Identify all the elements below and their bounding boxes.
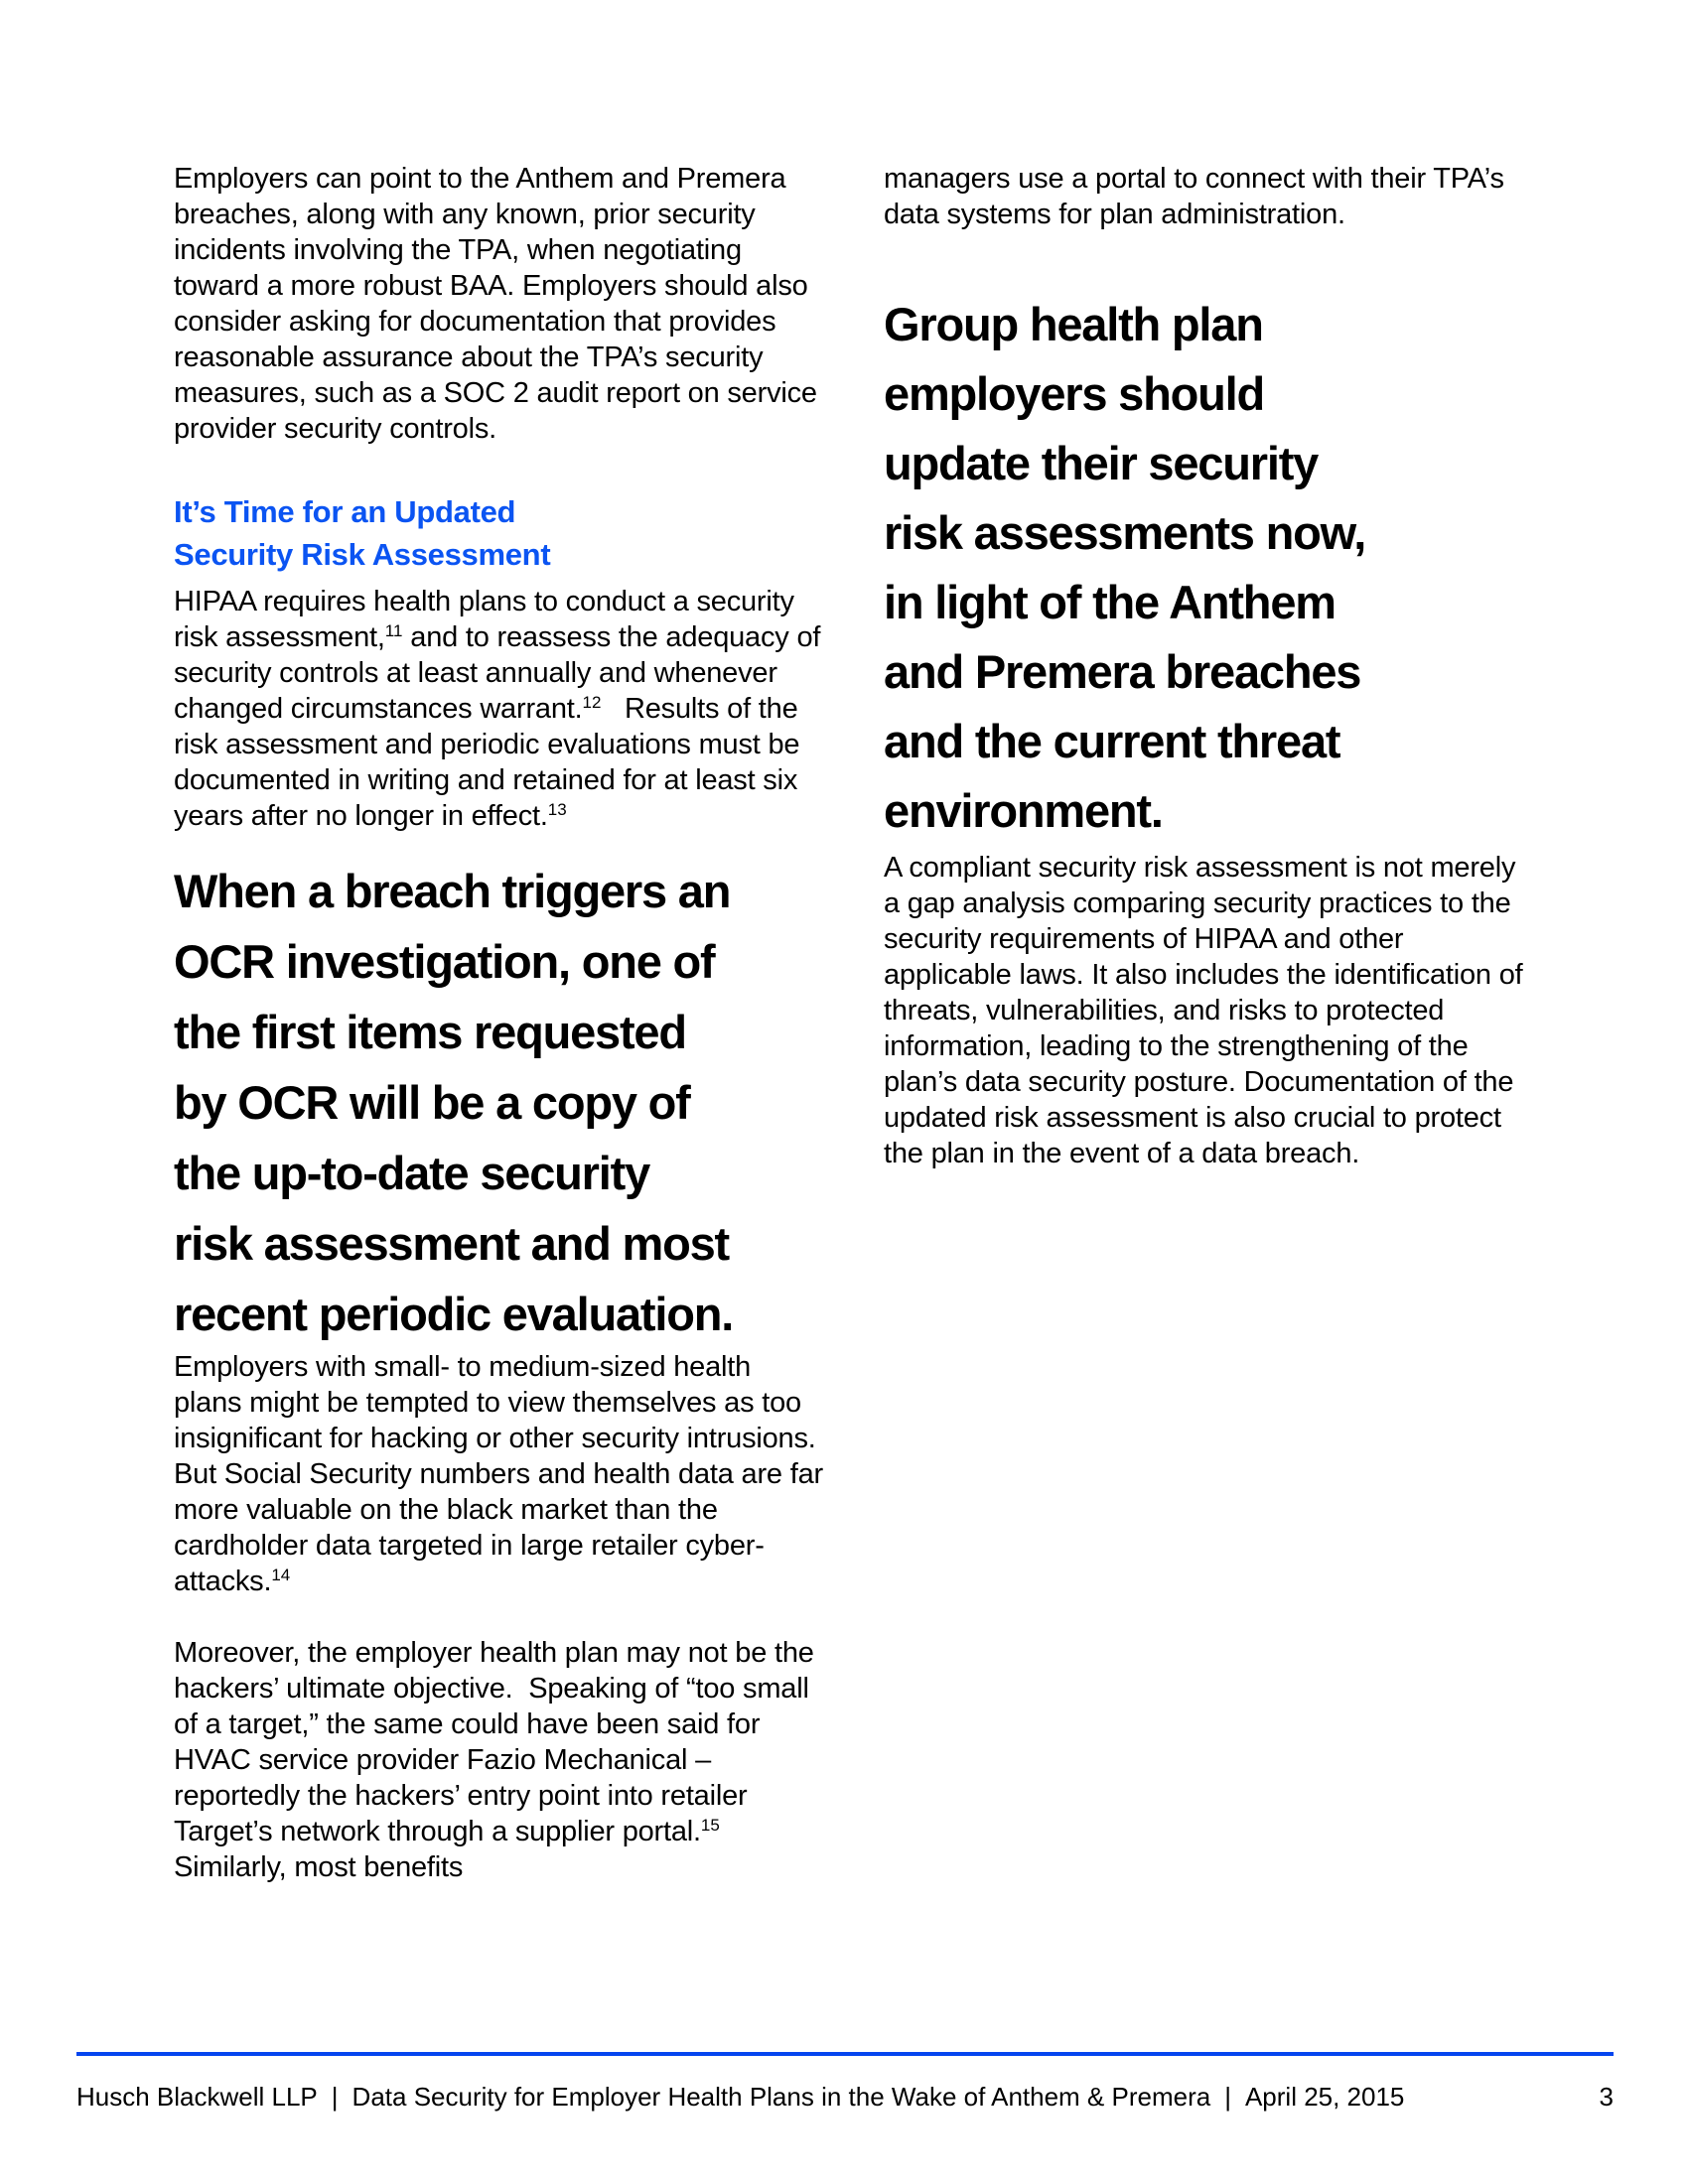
pull-quote-line: the up-to-date security	[174, 1147, 650, 1199]
pull-quote-line: risk assessment and most	[174, 1217, 729, 1270]
pull-quote-line: recent periodic evaluation.	[174, 1288, 734, 1340]
paragraph-text: Employers with small- to medium-sized health plans might be tempted to view themselves as too insignificant for hacking or other security intrusions. But Social Security numbers and health data are far more valuable on the black market than the cardholder data targeted in large retailer cyber-attacks.	[174, 1351, 832, 1597]
footer-doc-title: Data Security for Employer Health Plans in the Wake of Anthem & Premera	[352, 2082, 1211, 2112]
paragraph-text: and to reassess the adequacy of security controls at least annually and whenever changed circumstances warrant.	[174, 621, 829, 725]
pull-quote-line: When a breach triggers an	[174, 865, 731, 917]
body-paragraph: A compliant security risk assessment is not merely a gap analysis comparing security practices to the security requirements of HIPAA and other applicable laws. It also includes the identification of threats, vulnerabilities, and risks to protected information, leading to the strengthening of the plan’s data security posture. Documentation of the updated risk assessment is also crucial to protect the plan in the event of a data breach.	[884, 852, 1531, 1169]
pull-quote-line: OCR investigation, one of	[174, 935, 715, 988]
body-paragraph	[174, 1349, 832, 1599]
paragraph-text: Similarly, most benefits	[174, 1816, 728, 1883]
pull-quote-line: environment.	[884, 784, 1163, 837]
body-paragraph: Employers can point to the Anthem and Premera breaches, along with any known, prior security incidents involving the TPA, when negotiating toward a more robust BAA. Employers should also consider asking for documentation that provides reasonable assurance about the TPA’s security measures, such as a SOC 2 audit report on service provider security controls.	[174, 163, 825, 445]
page-number: 3	[1599, 2082, 1614, 2112]
pull-quote-heading	[884, 290, 1529, 846]
footer-divider-rule	[76, 2052, 1614, 2056]
pull-quote-line: the first items requested	[174, 1006, 686, 1058]
paragraph-text: HIPAA requires health plans to conduct a security risk assessment,	[174, 586, 802, 653]
footer-date: April 25, 2015	[1244, 2082, 1405, 2112]
footnote-ref: 13	[547, 800, 567, 819]
pull-quote-line: risk assessments now,	[884, 506, 1366, 559]
paragraph-text: Moreover, the employer health plan may not be the hackers’ ultimate objective. Speaking of “too small of a target,” the same could have been said for HVAC service provider Fazio Mechanical – reportedly the hackers’ entry point into retailer Target’s network through a supplier portal.	[174, 1637, 822, 1847]
right-column	[884, 161, 1529, 1171]
subheading-line: Security Risk Assessment	[174, 537, 551, 572]
left-column	[174, 161, 832, 1885]
pull-quote-line: update their security	[884, 437, 1319, 489]
footer-citation	[76, 2081, 1404, 2113]
pull-quote-line: and the current threat	[884, 715, 1340, 767]
pull-quote-line: by OCR will be a copy of	[174, 1076, 690, 1129]
pull-quote-line: employers should	[884, 367, 1265, 420]
paragraph-text: Results of the risk assessment and periodic evaluations must be documented in writing and retained for at least six years after no longer in effect.	[174, 693, 808, 832]
footer-firm-name: Husch Blackwell LLP	[76, 2082, 318, 2112]
subheading-line: It’s Time for an Updated	[174, 494, 516, 529]
pull-quote-heading	[174, 856, 824, 1349]
footnote-ref: 11	[384, 621, 403, 640]
pull-quote-line: Group health plan	[884, 298, 1263, 350]
body-paragraph	[174, 584, 829, 834]
footer-separator: |	[331, 2082, 339, 2112]
pull-quote-line: and Premera breaches	[884, 645, 1361, 698]
footnote-ref: 12	[582, 693, 602, 712]
footnote-ref: 14	[271, 1566, 291, 1584]
footnote-ref: 15	[700, 1816, 720, 1835]
pull-quote-line: in light of the Anthem	[884, 576, 1336, 628]
body-paragraph	[174, 1635, 824, 1885]
footer-separator: |	[1224, 2082, 1231, 2112]
section-subheading	[174, 490, 824, 576]
body-paragraph: managers use a portal to connect with their TPA’s data systems for plan administration.	[884, 163, 1512, 230]
page-footer	[76, 2081, 1614, 2113]
